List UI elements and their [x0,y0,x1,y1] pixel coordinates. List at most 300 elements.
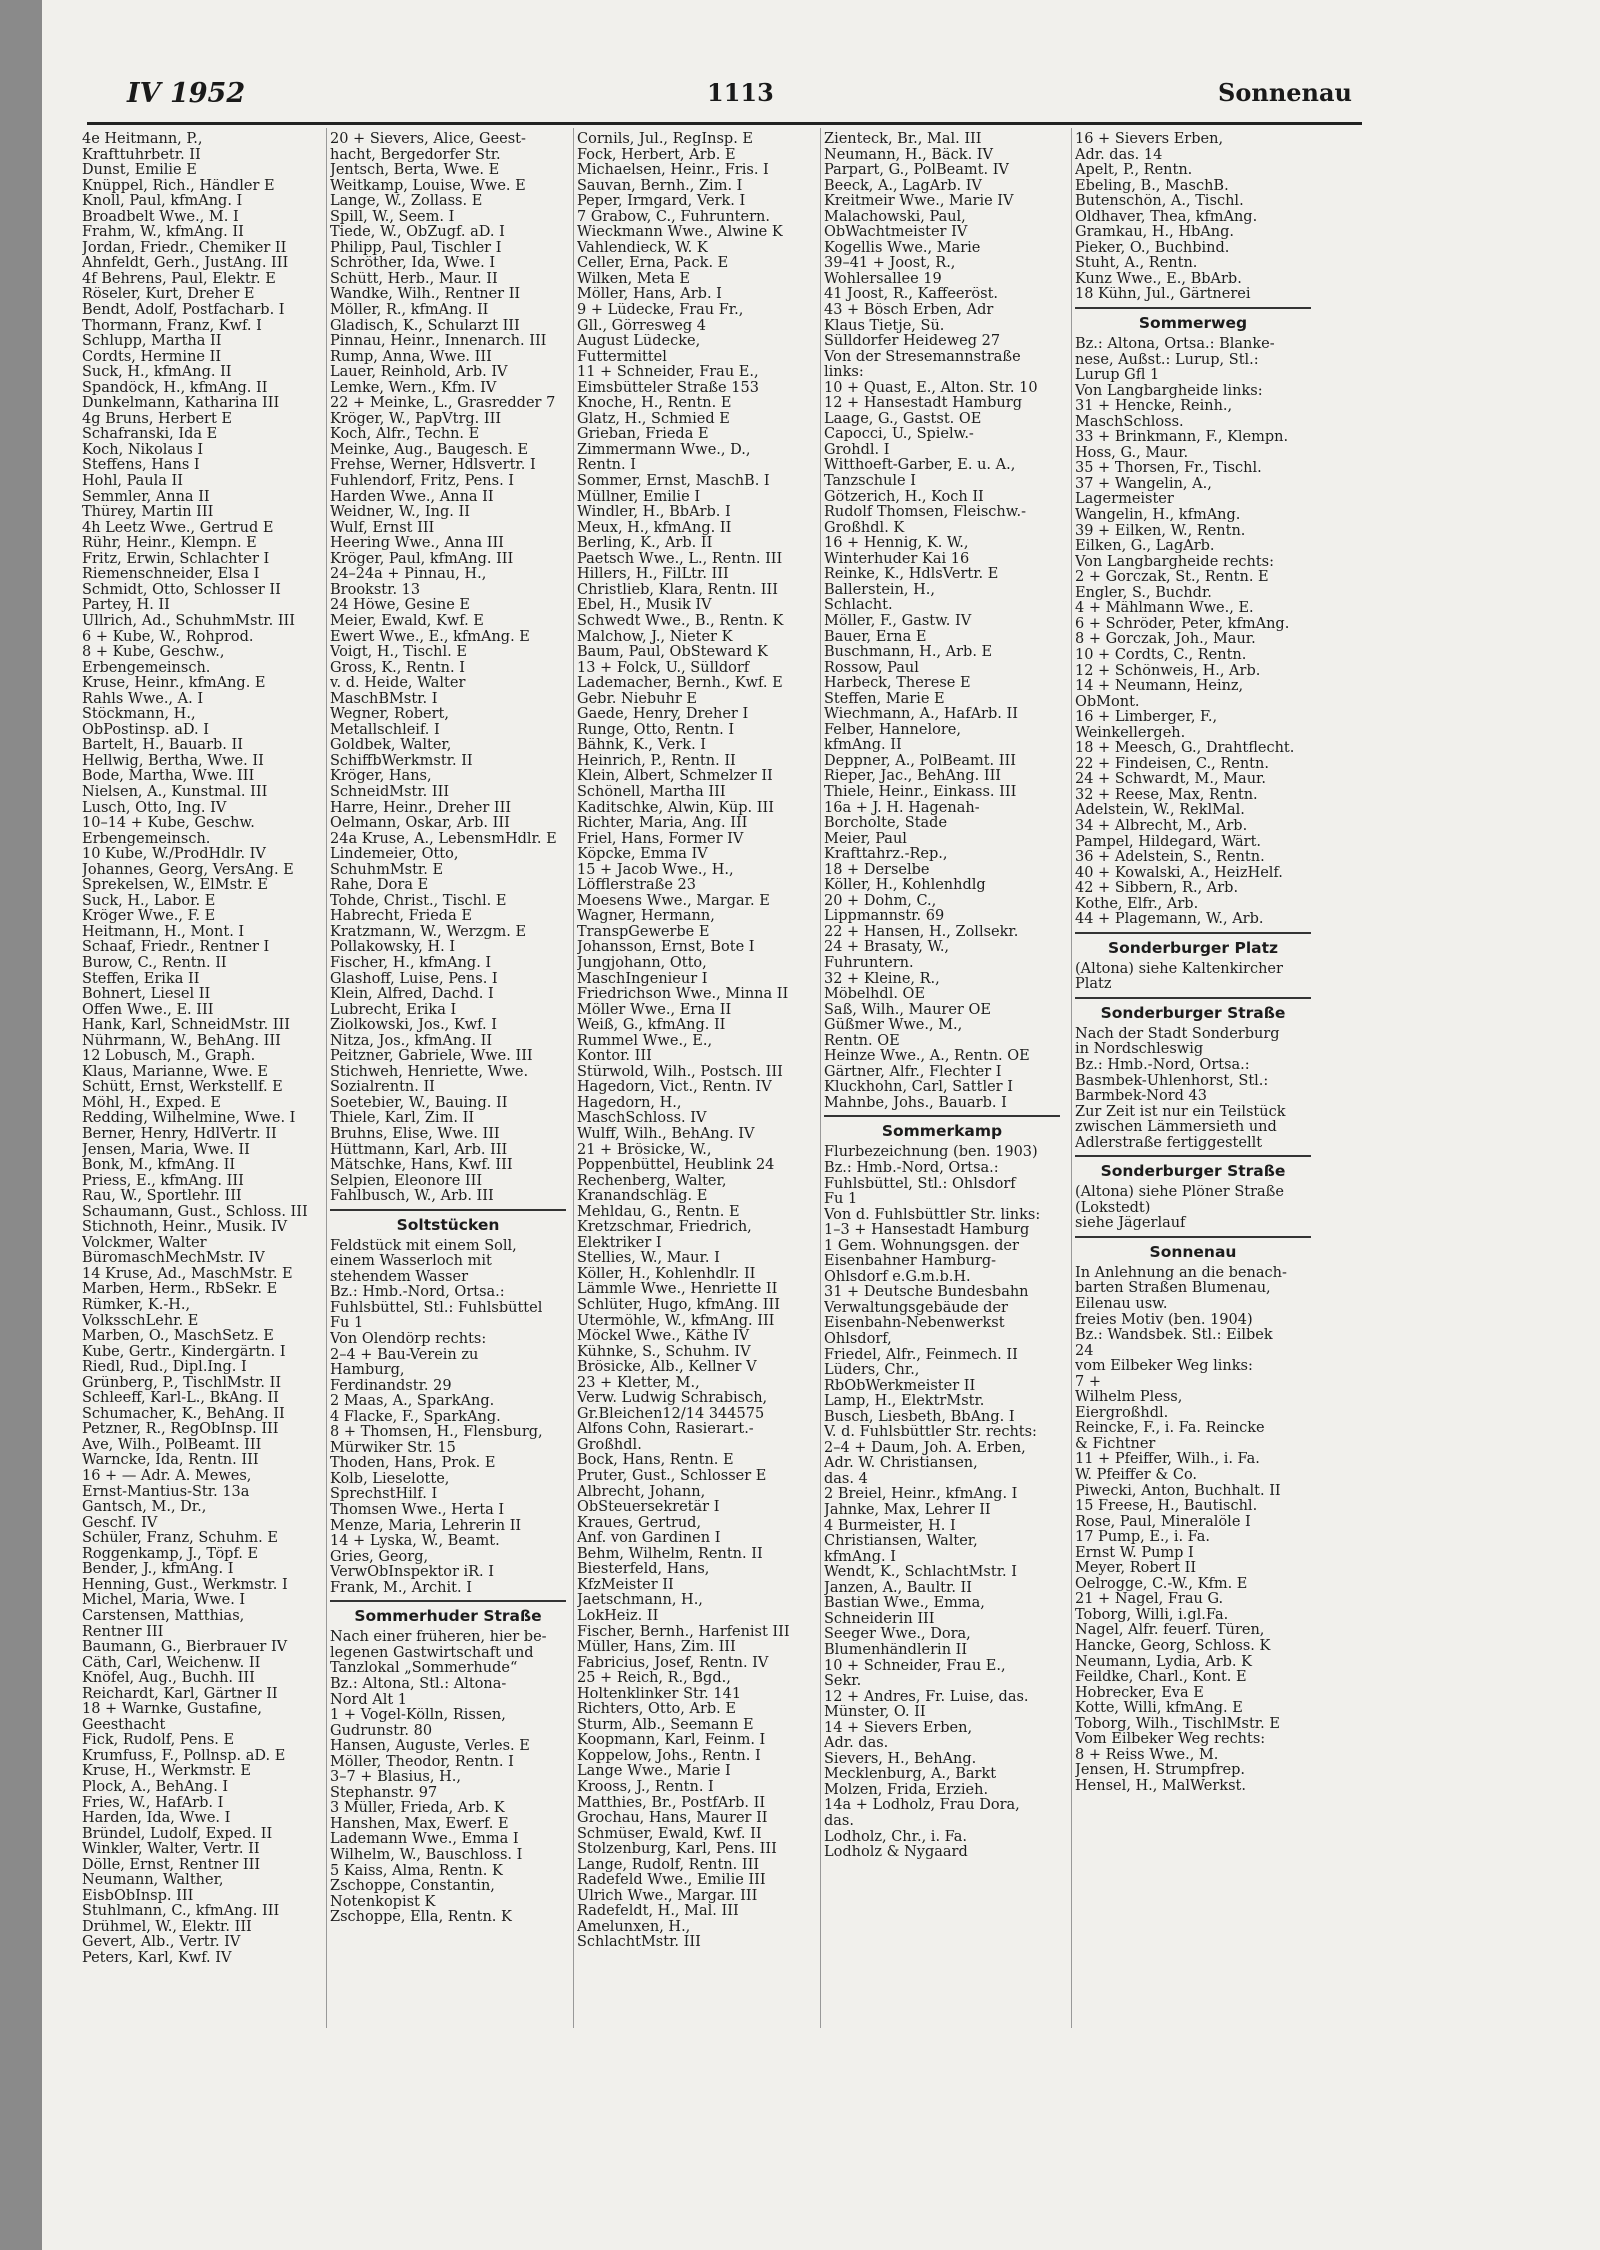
directory-line: 22 + Meinke, L., Grasredder 7 [330,396,556,412]
directory-line: August Lüdecke, [577,334,701,350]
directory-line: RbObWerkmeister II [824,1378,976,1394]
column-rule [1071,128,1072,2028]
directory-line: Fahlbusch, W., Arb. III [330,1189,494,1205]
directory-line: Cornils, Jul., RegInsp. E [577,132,754,147]
directory-line: (Altona) siehe Kaltenkircher [1075,961,1283,977]
directory-line: Knoche, H., Rentn. E [577,396,732,412]
directory-line: 31 + Deutsche Bundesbahn [824,1285,1029,1301]
directory-line: Ebel, H., Musik IV [577,598,712,614]
directory-line: Stuhlmann, C., kfmAng. III [82,1904,280,1920]
directory-line: Harbeck, Therese E [824,676,971,692]
directory-line: Jensen, Maria, Wwe. II [82,1142,250,1158]
directory-line: Harden Wwe., Anna II [330,489,494,505]
directory-line: Möller, Hans, Arb. I [577,287,722,303]
directory-line: 40 + Kowalski, A., HeizHelf. [1075,865,1283,881]
directory-line: Pruter, Gust., Schlosser E [577,1469,767,1485]
directory-line: Saß, Wilh., Maurer OE [824,1002,991,1018]
directory-line: Ulrich Wwe., Margar. III [577,1888,758,1904]
directory-line: Schaumann, Gust., Schloss. III [82,1204,308,1220]
directory-line: 41 Joost, R., Kaffeeröst. [824,287,999,303]
directory-line: Steffens, Hans I [82,458,200,474]
directory-line: Bartelt, H., Bauarb. II [82,738,243,754]
directory-line: Wangelin, H., kfmAng. [1075,508,1241,524]
directory-line: Menze, Maria, Lehrerin II [330,1518,522,1534]
directory-line: Zimmermann Wwe., D., [577,442,751,458]
directory-line: Kruse, Heinr., kfmAng. E [82,676,266,692]
directory-line: Pampel, Hildegard, Wärt. [1075,834,1262,850]
directory-line: Rudolf Thomsen, Fleischw.- [824,505,1026,521]
column-rule [820,128,821,2028]
directory-line: Rentn. I [577,458,636,474]
directory-line: Bz.: Altona, Ortsa.: Blanke- [1075,337,1275,353]
directory-line: Reinke, K., HdlsVertr. E [824,567,999,583]
directory-line: 3 Müller, Frieda, Arb. K [330,1801,505,1817]
directory-line: Marben, Herm., RbSekr. E [82,1282,278,1298]
directory-line: Platz [1075,977,1112,993]
directory-line: 4e Heitmann, P., [82,132,203,147]
directory-line: ObMont. [1075,694,1140,710]
directory-line: 14 + Sievers Erben, [824,1720,973,1736]
directory-line: Sturm, Alb., Seemann E [577,1717,754,1733]
directory-line: Weinkellergeh. [1075,725,1186,741]
directory-line: Rahe, Dora E [330,878,429,894]
directory-line: 10 + Cordts, C., Rentn. [1075,647,1247,663]
directory-line: Frahm, W., kfmAng. II [82,225,244,241]
directory-line: Runge, Otto, Rentn. I [577,722,735,738]
directory-line: Kunz Wwe., E., BbArb. [1075,271,1242,287]
directory-line: Ballerstein, H., [824,582,935,598]
directory-line: Eilenau usw. [1075,1297,1168,1312]
directory-column-5 [1075,132,1311,1795]
directory-line: Moesens Wwe., Margar. E [577,893,770,909]
directory-line: 44 + Plagemann, W., Arb. [1075,912,1264,928]
directory-line: Bz.: Wandsbek. Stl.: Eilbek [1075,1328,1273,1344]
directory-line: Rummel Wwe., E., [577,1033,713,1049]
street-heading: Sonderburger Platz [1075,932,1311,962]
directory-line: Rühr, Heinr., Klempn. E [82,536,257,552]
directory-line: 22 + Findeisen, C., Rentn. [1075,756,1269,772]
directory-line: Adelstein, W., ReklMal. [1075,803,1245,819]
directory-line: Lusch, Otto, Ing. IV [82,800,227,816]
directory-line: Spandöck, H., kfmAng. II [82,380,268,396]
directory-line: Lurup Gfl 1 [1075,368,1160,384]
directory-line: Fuhlsbüttel, Stl.: Fuhlsbüttel [330,1300,543,1316]
directory-line: das. 4 [824,1471,868,1487]
directory-line: 14 Kruse, Ad., MaschMstr. E [82,1266,293,1282]
directory-line: Friel, Hans, Former IV [577,831,744,847]
directory-line: Fu 1 [330,1316,364,1332]
directory-line: 10 + Schneider, Frau E., [824,1658,1006,1674]
directory-line: Pollakowsky, H. I [330,940,456,956]
directory-line: Lange, Rudolf, Rentn. III [577,1857,760,1873]
directory-line: Christlieb, Klara, Rentn. III [577,582,778,598]
directory-line: siehe Jägerlauf [1075,1216,1186,1232]
directory-line: Janzen, A., Baultr. II [824,1580,972,1596]
directory-line: Cordts, Hermine II [82,349,222,365]
directory-line: Thormann, Franz, Kwf. I [82,318,262,334]
directory-line: Heinze Wwe., A., Rentn. OE [824,1049,1030,1065]
column-rule [573,128,574,2028]
directory-line: Molzen, Frida, Erzieh. [824,1782,989,1798]
directory-line: Stuht, A., Rentn. [1075,256,1198,272]
directory-line: Ziolkowski, Jos., Kwf. I [330,1018,497,1034]
directory-line: 39–41 + Joost, R., [824,256,956,272]
directory-line: Thiele, Heinr., Einkass. III [824,784,1017,800]
directory-line: Möller Wwe., Erna II [577,1002,732,1018]
directory-column-1 [82,132,318,1967]
directory-line: Bendt, Adolf, Postfacharb. I [82,303,285,319]
directory-line: 20 + Sievers, Alice, Geest- [330,132,526,147]
directory-line: Elektriker I [577,1235,662,1251]
directory-line: Ferdinandstr. 29 [330,1378,452,1394]
directory-line: Baum, Paul, ObSteward K [577,645,768,661]
directory-line: 11 + Pfeiffer, Wilh., i. Fa. [1075,1452,1260,1468]
directory-line: 8 + Reiss Wwe., M. [1075,1747,1219,1763]
directory-line: Hensel, H., MalWerkst. [1075,1778,1246,1794]
directory-line: Metallschleif. I [330,722,440,738]
directory-line: Klaus, Marianne, Wwe. E [82,1064,268,1080]
directory-line: Kontor. III [577,1049,652,1065]
directory-line: Möller, Theodor, Rentn. I [330,1754,514,1770]
directory-line: in Nordschleswig [1075,1042,1204,1058]
directory-line: Geesthacht [82,1717,166,1733]
directory-line: Peitzner, Gabriele, Wwe. III [330,1049,533,1065]
directory-line: Anf. von Gardinen I [577,1531,721,1547]
directory-line: Kogellis Wwe., Marie [824,240,981,256]
directory-line: Schafranski, Ida E [82,427,218,443]
directory-line: Wendt, K., SchlachtMstr. I [824,1565,1017,1581]
directory-line: Grünberg, P., TischlMstr. II [82,1375,282,1391]
directory-line: Drühmel, W., Elektr. III [82,1919,252,1935]
directory-line: Frehse, Werner, Hdlsvertr. I [330,458,536,474]
directory-line: Gries, Georg, [330,1549,429,1565]
directory-line: 32 + Kleine, R., [824,971,940,987]
directory-line: 14 + Neumann, Heinz, [1075,679,1244,695]
directory-line: 22 + Hansen, H., Zollsekr. [824,924,1019,940]
directory-line: Jentsch, Berta, Wwe. E [330,163,500,179]
directory-line: Müllner, Emilie I [577,489,701,505]
directory-line: Adlerstraße fertiggestellt [1075,1135,1263,1151]
directory-line: Erbengemeinsch. [82,831,211,847]
directory-line: Dunst, Emilie E [82,163,197,179]
directory-line: Dölle, Ernst, Rentner III [82,1857,261,1873]
directory-line: Lindemeier, Otto, [330,847,459,863]
directory-line: Adr. das. [824,1736,889,1752]
directory-line: Malachowski, Paul, [824,209,966,225]
directory-line: Schönell, Martha III [577,784,726,800]
directory-line: Lauer, Reinhold, Arb. IV [330,365,508,381]
directory-line: Kotte, Willi, kfmAng. E [1075,1701,1243,1717]
directory-line: Petzner, R., RegObInsp. III [82,1422,279,1438]
directory-line: 18 + Derselbe [824,862,930,878]
directory-line: Kothe, Elfr., Arb. [1075,896,1199,912]
directory-line: Barmbek-Nord 43 [1075,1089,1207,1105]
directory-line: 15 Freese, H., Bautischl. [1075,1499,1258,1515]
directory-line: Brösicke, Alb., Kellner V [577,1360,757,1376]
directory-line: Wilhelm Pless, [1075,1390,1183,1406]
directory-line: Malchow, J., Nieter K [577,629,733,645]
directory-line: 10–14 + Kube, Geschw. [82,816,255,832]
directory-line: VolksschLehr. E [82,1313,199,1329]
directory-line: 16 + Hennig, K. W., [824,536,969,552]
directory-line: W. Pfeiffer & Co. [1075,1468,1198,1484]
directory-line: 8 + Thomsen, H., Flensburg, [330,1425,543,1441]
directory-line: 21 + Brösicke, W., [577,1142,712,1158]
directory-line: Rahls Wwe., A. I [82,691,204,707]
directory-line: Blumenhändlerin II [824,1642,968,1658]
directory-line: 2 Maas, A., SparkAng. [330,1394,495,1410]
directory-line: Wilken, Meta E [577,271,690,287]
directory-line: Partey, H. II [82,598,170,614]
directory-line: Habrecht, Frieda E [330,909,472,925]
directory-line: Wilhelm, W., Bauschloss. I [330,1847,523,1863]
directory-line: Stellies, W., Maur. I [577,1251,720,1267]
directory-line: 16 + — Adr. A. Mewes, [82,1469,252,1485]
directory-line: Lademacher, Bernh., Kwf. E [577,676,783,692]
directory-line: Thoden, Hans, Prok. E [330,1456,496,1472]
directory-line: Großhdl. K [824,520,905,536]
directory-line: Lubrecht, Erika I [330,1002,457,1018]
directory-line: Ernst W. Pump I [1075,1545,1194,1561]
directory-line: Hohl, Paula II [82,474,184,490]
directory-line: Hellwig, Bertha, Wwe. II [82,753,264,769]
directory-line: Stephanstr. 97 [330,1785,438,1801]
directory-line: Krooss, J., Rentn. I [577,1779,714,1795]
directory-line: Möller, F., Gastw. IV [824,613,972,629]
directory-line: v. d. Heide, Walter [330,676,466,692]
directory-page [42,0,1600,2250]
directory-line: Fu 1 [824,1192,858,1208]
directory-line: Pinnau, Heinr., Innenarch. III [330,334,547,350]
street-heading: Sonnenau [1075,1236,1311,1266]
directory-line: Biesterfeld, Hans, [577,1562,710,1578]
directory-line: Fick, Rudolf, Pens. E [82,1733,235,1749]
directory-line: Suck, H., kfmAng. II [82,365,232,381]
directory-line: Adr. das. 14 [1075,147,1163,163]
directory-line: Gudrunstr. 80 [330,1723,433,1739]
directory-line: Röseler, Kurt, Dreher E [82,287,255,303]
street-heading: Sommerweg [1075,307,1311,337]
header-street-range: Sonnenau [1218,78,1352,107]
directory-line: Vom Eilbeker Weg rechts: [1075,1732,1266,1748]
directory-line: Selpien, Eleonore III [330,1173,483,1189]
directory-line: Michel, Maria, Wwe. I [82,1593,246,1609]
directory-line: Jensen, H. Strumpfrep. [1075,1763,1246,1779]
directory-line: Götzerich, H., Koch II [824,489,984,505]
directory-line: Möhl, H., Exped. E [82,1095,221,1111]
directory-line: Tohde, Christ., Tischl. E [330,893,507,909]
directory-line: Broadbelt Wwe., M. I [82,209,239,225]
directory-line: 2 Breiel, Heinr., kfmAng. I [824,1487,1018,1503]
directory-line: Jahnke, Max, Lehrer II [824,1503,991,1519]
directory-line: Jungjohann, Otto, [577,955,707,971]
directory-line: Ohlsdorf, [824,1332,892,1348]
directory-line: 12 + Hansestadt Hamburg [824,396,1022,412]
directory-line: Winkler, Walter, Vertr. II [82,1842,260,1858]
directory-line: Gramkau, H., HbAng. [1075,225,1234,241]
directory-line: 35 + Thorsen, Fr., Tischl. [1075,461,1262,477]
directory-line: Bonk, M., kfmAng. II [82,1158,236,1174]
directory-line: Basmbek-Uhlenhorst, Stl.: [1075,1073,1269,1089]
header-page-number: 1113 [707,78,774,107]
directory-line: Kolb, Lieselotte, [330,1471,450,1487]
street-heading: Soltstücken [330,1209,566,1239]
directory-line: SchiffbWerkmstr. II [330,753,473,769]
directory-line: Richter, Maria, Ang. III [577,816,748,832]
directory-line: Krumfuss, F., Pollnsp. aD. E [82,1748,286,1764]
directory-line: Fock, Herbert, Arb. E [577,147,736,163]
directory-line: Friedel, Alfr., Feinmech. II [824,1347,1018,1363]
directory-line: Poppenbüttel, Heublink 24 [577,1158,775,1174]
directory-line: Schlupp, Martha II [82,334,222,350]
directory-line: Goldbek, Walter, [330,738,452,754]
directory-line: Bz.: Altona, Stl.: Altona- [330,1676,507,1692]
directory-line: Nach der Stadt Sonderburg [1075,1026,1280,1042]
directory-line: Stichnoth, Heinr., Musik. IV [82,1220,288,1236]
directory-line: Ahnfeldt, Gerh., JustAng. III [82,256,289,272]
directory-line: kfmAng. I [824,1549,896,1565]
directory-line: Fischer, Bernh., Harfenist III [577,1624,790,1640]
directory-line: Sülldorfer Heideweg 27 [824,334,1001,350]
directory-line: das. [824,1813,854,1829]
street-heading: Sonderburger Straße [1075,997,1311,1027]
directory-line: Nord Alt 1 [330,1692,408,1708]
directory-line: Löfflerstraße 23 [577,878,696,894]
directory-line: SchuhmMstr. E [330,862,444,878]
directory-line: Steffen, Marie E [824,691,945,707]
directory-line: Utermöhle, W., kfmAng. III [577,1313,775,1329]
directory-line: 4 Flacke, F., SparkAng. [330,1409,501,1425]
street-heading: Sommerkamp [824,1115,1060,1145]
column-rule [326,128,327,2028]
directory-line: Weiß, G., kfmAng. II [577,1018,726,1034]
directory-line: 25 + Reich, R., Bgd., [577,1671,731,1687]
directory-line: 12 + Schönweis, H., Arb. [1075,663,1261,679]
directory-line: Stichweh, Henriette, Wwe. [330,1064,529,1080]
directory-line: Meier, Ewald, Kwf. E [330,613,484,629]
directory-line: Gll., Görresweg 4 [577,318,706,334]
directory-line: Köller, H., Kohlenhdlg [824,878,986,894]
directory-line: Bz.: Hmb.-Nord, Ortsa.: [824,1161,999,1176]
page-header [87,72,1362,125]
directory-line: 34 + Albrecht, M., Arb. [1075,818,1248,834]
directory-line: freies Motiv (ben. 1904) [1075,1312,1253,1328]
directory-line: Winterhuder Kai 16 [824,551,970,567]
directory-line: Peters, Karl, Kwf. IV [82,1950,232,1966]
directory-line: Sprekelsen, W., ElMstr. E [82,878,268,894]
directory-line: Thomsen Wwe., Herta I [330,1503,505,1519]
directory-line: Kruse, H., Werkmstr. E [82,1764,251,1780]
directory-line: Lange, W., Zollass. E [330,194,483,210]
directory-line: Klein, Albert, Schmelzer II [577,769,773,785]
directory-line: Hagedorn, H., [577,1095,682,1111]
directory-line: Brookstr. 13 [330,582,421,598]
directory-line: Alfons Cohn, Rasierart.- [577,1422,754,1438]
directory-line: 2 + Gorczak, St., Rentn. E [1075,570,1269,586]
directory-line: Bode, Martha, Wwe. III [82,769,255,785]
directory-line: Rümker, K.-H., [82,1298,191,1314]
directory-line: Witthoeft-Garber, E. u. A., [824,458,1016,474]
directory-line: 14a + Lodholz, Frau Dora, [824,1798,1020,1814]
directory-line: 17 Pump, E., i. Fa. [1075,1530,1211,1546]
directory-line: 24 + Brasaty, W., [824,940,950,956]
directory-line: Carstensen, Matthias, [82,1608,245,1624]
directory-line: 11 + Schneider, Frau E., [577,365,759,381]
directory-line: Von Langbargheide links: [1075,383,1263,399]
directory-line: Mehldau, G., Rentn. E [577,1204,740,1220]
directory-line: Feildke, Charl., Kont. E [1075,1670,1247,1686]
directory-line: Suck, H., Labor. E [82,893,216,909]
directory-line: Kaditschke, Alwin, Küp. III [577,800,774,816]
directory-line: Johansson, Ernst, Bote I [577,940,755,956]
directory-line: Semmler, Anna II [82,489,210,505]
directory-line: Buschmann, H., Arb. E [824,645,993,661]
directory-line: Radefeld Wwe., Emilie III [577,1873,766,1889]
directory-line: 4g Bruns, Herbert E [82,411,233,427]
directory-line: Verwaltungsgebäude der [824,1300,1008,1316]
directory-line: Paetsch Wwe., L., Rentn. III [577,551,783,567]
directory-line: Behm, Wilhelm, Rentn. II [577,1546,763,1562]
directory-line: 16 + Limberger, F., [1075,710,1218,726]
directory-line: Gross, K., Rentn. I [330,660,465,676]
directory-line: 1 + Vogel-Kölln, Rissen, [330,1708,506,1724]
directory-line: Großhdl. [577,1437,642,1453]
directory-line: Koopmann, Karl, Feinm. I [577,1733,766,1749]
directory-line: & Fichtner [1075,1436,1156,1452]
directory-line: Tanzlokal „Sommerhude“ [330,1661,518,1677]
directory-line: Busch, Liesbeth, BbAng. I [824,1409,1015,1425]
directory-line: Erbengemeinsch. [82,660,211,676]
directory-line: Wulff, Wilh., BehAng. IV [577,1127,755,1142]
directory-line: Fries, W., HafArb. I [82,1795,224,1811]
directory-line: Schütt, Herb., Maur. II [330,271,498,287]
directory-line: 24–24a + Pinnau, H., [330,567,487,583]
directory-line: Sozialrentn. II [330,1080,435,1096]
directory-line: Amelunxen, H., [577,1919,691,1935]
directory-line: Volckmer, Walter [82,1235,207,1251]
directory-line: Mecklenburg, A., Barkt [824,1767,997,1783]
directory-line: 32 + Reese, Max, Rentn. [1075,787,1258,803]
directory-line: Schlacht. [824,598,893,614]
directory-line: Grochau, Hans, Maurer II [577,1811,768,1827]
directory-line: einem Wasserloch mit [330,1254,492,1270]
directory-line: Gärtner, Alfr., Flechter I [824,1064,1002,1080]
directory-line: Knoll, Paul, kfmAng. I [82,194,243,210]
directory-line: Neumann, H., Bäck. IV [824,147,993,163]
directory-line: Steffen, Erika II [82,971,200,987]
directory-line: Flurbezeichnung (ben. 1903) [824,1145,1038,1161]
directory-line: Frank, M., Archit. I [330,1580,472,1596]
directory-line: Verw. Ludwig Schrabisch, [577,1391,768,1407]
directory-column-4 [824,132,1060,1861]
directory-line: Müller, Hans, Zim. III [577,1640,736,1656]
directory-line: barten Straßen Blumenau, [1075,1281,1271,1297]
directory-line: Oldhaver, Thea, kfmAng. [1075,209,1258,225]
directory-line: Nagel, Alfr. feuerf. Türen, [1075,1623,1265,1639]
directory-line: kfmAng. II [824,738,902,754]
directory-line: 24 + Schwardt, M., Maur. [1075,772,1266,788]
directory-line: Möbelhdl. OE [824,987,926,1003]
directory-line: 1–3 + Hansestadt Hamburg [824,1223,1030,1239]
directory-line: links: [824,365,864,381]
directory-line: Deppner, A., PolBeamt. III [824,753,1016,769]
directory-line: SchlachtMstr. III [577,1935,701,1951]
directory-line: Holtenklinker Str. 141 [577,1686,742,1702]
directory-line: Knöfel, Aug., Buchh. III [82,1671,255,1687]
directory-line: Hancke, Georg, Schloss. K [1075,1639,1271,1655]
directory-line: Kranandschläg. E [577,1189,708,1205]
directory-line: 4 Burmeister, H. I [824,1518,956,1534]
